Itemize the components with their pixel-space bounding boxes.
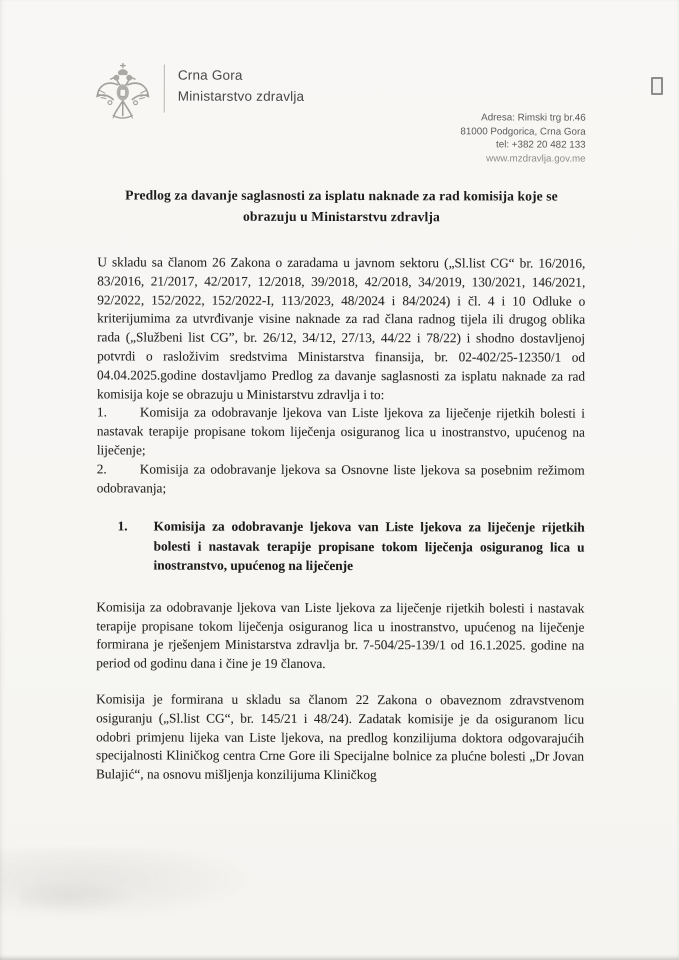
list-item-1-number: 1.: [96, 404, 107, 420]
document-title: Predlog za davanje saglasnosti za isplatu naknade za rad komisija koje se obrazuju u Ministarstvu zdravlja: [125, 187, 558, 225]
address-line-street: Adresa: Rimski trg br.46: [481, 112, 586, 124]
list-item-2-text: Komisija za odobravanje ljekova sa Osnovne liste ljekova sa posebnim režimom odobravanja;: [96, 461, 585, 496]
paragraph-commission-task: Komisija je formirana u skladu sa članom 22 Zakona o obaveznom zdravstvenom osiguranju („Sl.list CG“, br. 145/21 i 48/24). Zadatak komisije je da osiguranom licu odobri primjenu lijeka van Liste ljekova, na predlog konzilijuma doktora odgovarajućih specijalnosti Kliničkog centra Crne Gore ili Specijalne bolnice za plućne bolesti „Dr Jovan Bulajić“, na osnovu mišljenja konzilijuma Kliničkog: [95, 691, 585, 783]
section-heading: [118, 517, 585, 577]
section-heading-number: 1.: [117, 518, 128, 534]
org-names: [178, 65, 305, 107]
scan-bottom-shadow: [0, 955, 679, 960]
scan-smudge-artifact-small: [20, 880, 140, 914]
address-line-phone: tel: +382 20 482 133: [496, 139, 586, 151]
section-heading-text: Komisija za odobravanje ljekova van Liste ljekova za liječenje rijetkih bolesti i nastavak terapije propisane tokom liječenja osiguranog lica u inostranstvo, upućenog na liječenje: [153, 518, 585, 574]
org-country: Crna Gora: [177, 67, 243, 83]
address-line-website: www.mzdravlja.gov.me: [486, 152, 586, 165]
list-item-2-number: 2.: [96, 461, 107, 477]
list-item-commission-2: [97, 460, 585, 499]
coat-of-arms-icon: [91, 61, 155, 128]
letterhead-divider: [164, 65, 165, 113]
address-block: [98, 110, 586, 165]
paragraph-legal-basis: U skladu sa članom 26 Zakona o zaradama u javnom sektoru („Sl.list CG“ br. 16/2016, 83/2016, 21/2017, 42/2017, 12/2018, 39/2018, 42/2018, 34/2019, 130/2021, 146/2021, 92/2022, 152/2022, 152/2022-I, 113/2023, 48/2024 i 84/2024) i čl. 4 i 10 Odluke o kriterijumima za utvrđivanje visine naknade za rad člana radnog tijela ili drugog oblika rada („Službeni list CG”, br. 26/12, 34/12, 27/13, 44/22 i 78/22) i shodno dostavljenoj potvrdi o rasloživim sredstvima Ministarstva finansija, br. 02-402/25-12350/1 od 04.04.2025.godine dostavljamo Predlog za davanje saglasnosti za isplatu naknade za rad komisija koje se obrazuju u Ministarstvu zdravlja i to:: [96, 254, 586, 402]
scan-smudge-artifact: [0, 848, 250, 918]
address-line-city: 81000 Podgorica, Crna Gora: [460, 125, 586, 138]
list-item-commission-1: [97, 404, 585, 462]
org-ministry: Ministarstvo zdravlja: [177, 88, 305, 104]
paragraph-commission-formation: Komisija za odobravanje ljekova van Liste ljekova za liječenje rijetkih bolesti i nastavak terapije propisane tokom liječenja osiguranog lica u inostranstvo, upućenog na liječenje formirana je rješenjem Ministarstva zdravlja br. 7-504/25-139/1 od 16.1.2025. godine na period od godinu dana i čine je 19 članova.: [96, 599, 585, 672]
list-item-1-text: Komisija za odobravanje ljekova van Liste ljekova za liječenje rijetkih bolesti i nastavak terapije propisane tokom liječenja osiguranog lica u inostranstvo, upućenog na liječenje;: [96, 404, 585, 458]
